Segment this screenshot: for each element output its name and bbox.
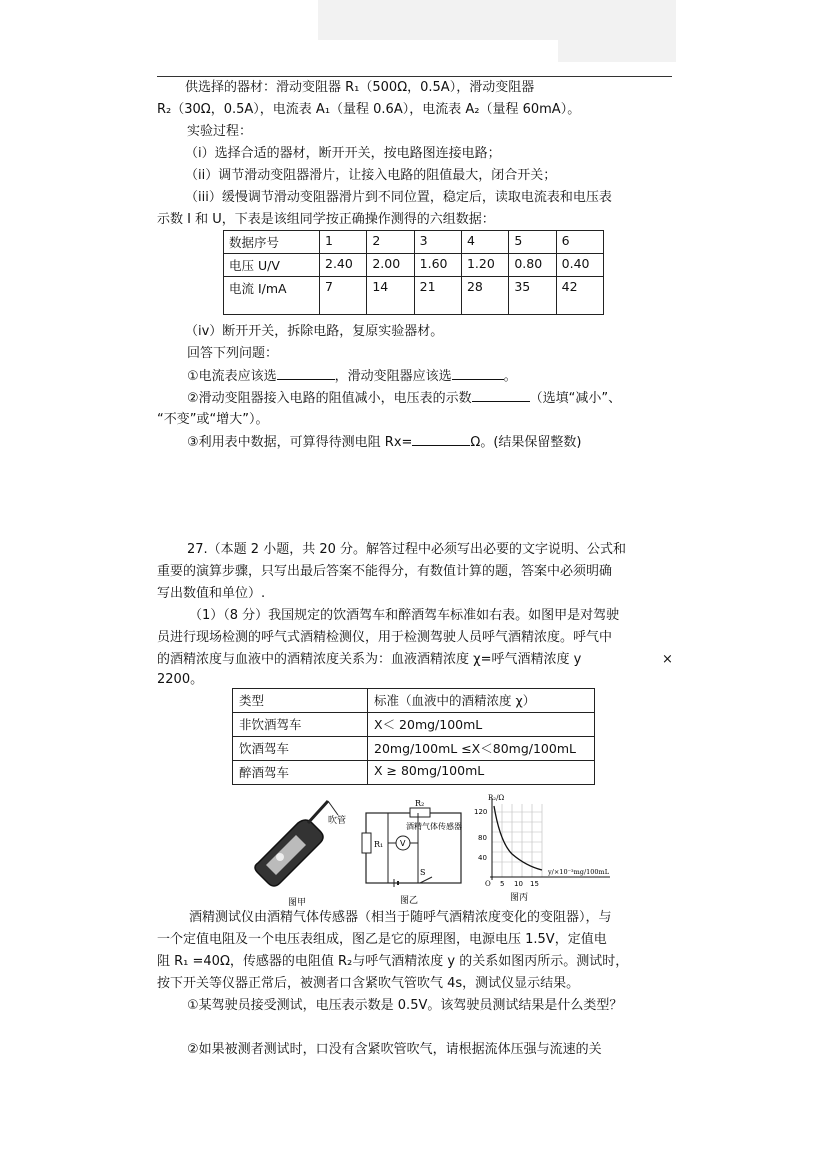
answer-blank[interactable] — [472, 389, 530, 402]
q1-text-c: 。 — [503, 369, 517, 384]
table-cell: 数据序号 — [224, 231, 320, 254]
table-cell: 电压 U/V — [224, 254, 320, 277]
table-cell: 3 — [414, 231, 461, 254]
q2-text-a: ②滑动变阻器接入电路的阻值减小，电压表的示数 — [187, 391, 472, 406]
graph-grid — [492, 804, 542, 877]
table-cell: 5 — [509, 231, 556, 254]
table-cell: 4 — [461, 231, 508, 254]
fig-b-caption: 图乙 — [400, 896, 419, 906]
resistor-r1 — [362, 833, 371, 853]
table-row-header — [224, 231, 604, 254]
table-cell: 2.40 — [320, 254, 367, 277]
table-row — [233, 737, 595, 761]
equipment-line-2: R₂（30Ω，0.5A），电流表 A₁（量程 0.6A），电流表 A₂（量程 60mA）。 — [157, 102, 581, 117]
table-row-voltage — [224, 254, 604, 277]
switch-icon — [420, 877, 432, 883]
table-cell: 电流 I/mA — [224, 277, 320, 315]
q3-text-b: Ω。(结果保留整数) — [470, 435, 582, 450]
question-2 — [187, 389, 621, 408]
figure-c-graph — [470, 792, 620, 908]
table-row-header — [233, 689, 595, 713]
figure-b-circuit — [358, 795, 468, 907]
table-cell: 14 — [367, 277, 414, 315]
q3-text-a: ③利用表中数据，可算得待测电阻 Rx= — [187, 435, 413, 450]
fig-b-r1: R₁ — [374, 840, 384, 849]
table-cell: 醉酒驾车 — [233, 761, 368, 785]
process-title: 实验过程： — [187, 124, 253, 139]
table-cell: 1 — [320, 231, 367, 254]
fig-b-r2: R₂ — [415, 799, 425, 808]
table-cell: 2 — [367, 231, 414, 254]
q27-sub1-line-2: 员进行现场检测的呼气式酒精检测仪，用于检测驾驶人员呼气酒精浓度。呼气中 — [157, 630, 613, 645]
table-cell: 2.00 — [367, 254, 414, 277]
x-tick: 5 — [500, 880, 505, 888]
sub-question-1: ①某驾驶员接受测试，电压表示数是 0.5V。该驾驶员测试结果是什么类型？ — [187, 998, 623, 1013]
fig-c-xlabel: y/×10⁻³mg/100mL — [548, 868, 610, 876]
scan-shadow-right — [558, 40, 676, 62]
table-cell: 标准（血液中的酒精浓度 χ） — [368, 689, 595, 713]
q1-text-a: ①电流表应该选 — [187, 369, 277, 384]
fig-c-ylabel: R₂/Ω — [488, 794, 505, 802]
resistance-curve — [494, 806, 542, 870]
sub-question-2: ②如果被测者测试时，口没有含紧吹管吹气，请根据流体压强与流速的关 — [187, 1042, 602, 1057]
q2-text-b: （选填“减小”、 — [529, 391, 622, 406]
fig-b-s: S — [420, 868, 426, 877]
table-row — [233, 761, 595, 785]
q27-sub1-line-3: 的酒精浓度与血液中的酒精浓度关系为：血液酒精浓度 χ=呼气酒精浓度 y — [157, 652, 582, 667]
sensor-line-4: 按下开关等仪器正常后，被测者口含紧吹气管吹气 4s，测试仪显示结果。 — [157, 976, 580, 991]
q27-line-1: 27.（本题 2 小题，共 20 分。解答过程中必须写出必要的文字说明、公式和 — [187, 542, 627, 557]
fig-b-v: V — [400, 839, 406, 848]
header-rule — [157, 76, 672, 77]
breathalyzer-device-icon — [255, 801, 338, 886]
question-2-cont: “不变”或“增大”）。 — [157, 412, 269, 427]
table-row-current — [224, 277, 604, 315]
table-cell: 1.20 — [461, 254, 508, 277]
fig-a-caption: 图甲 — [288, 898, 307, 908]
table-cell: 20mg/100mL ≤X＜80mg/100mL — [368, 737, 595, 761]
table-cell: X＜ 20mg/100mL — [368, 713, 595, 737]
y-tick: 120 — [474, 808, 488, 816]
table-cell: 28 — [461, 277, 508, 315]
y-tick: 40 — [478, 854, 487, 862]
fig-a-label: 吹管 — [328, 816, 347, 826]
answer-blank[interactable] — [452, 367, 504, 380]
table-cell: X ≥ 80mg/100mL — [368, 761, 595, 785]
answer-prompt: 回答下列问题： — [187, 346, 279, 361]
table-row — [233, 713, 595, 737]
q27-line-3: 写出数值和单位）. — [157, 586, 266, 601]
step-iv: （iv）断开开关，拆除电路，复原实验器材。 — [185, 324, 444, 339]
answer-blank[interactable] — [277, 367, 335, 380]
sensor-line-1: 酒精测试仪由酒精气体传感器（相当于随呼气酒精浓度变化的变阻器），与 — [189, 910, 612, 925]
table-cell: 非饮酒驾车 — [233, 713, 368, 737]
q1-text-b: ，滑动变阻器应该选 — [334, 369, 452, 384]
answer-blank[interactable] — [412, 433, 470, 446]
resistor-r2 — [410, 808, 430, 817]
step-iii-line-2: 示数 I 和 U，下表是该组同学按正确操作测得的六组数据： — [157, 212, 495, 227]
q27-sub1-line-1: （1）（8 分）我国规定的饮酒驾车和醉酒驾车标准如右表。如图甲是对驾驶 — [189, 608, 620, 623]
q27-line-2: 重要的演算步骤，只写出最后答案不能得分，有数值计算的题，答案中必须明确 — [157, 564, 613, 579]
step-ii: （ii）调节滑动变阻器滑片，让接入电路的阻值最大，闭合开关； — [185, 168, 557, 183]
q27-sub1-line-4: 2200。 — [157, 672, 204, 687]
table-cell: 类型 — [233, 689, 368, 713]
data-table — [223, 230, 604, 315]
table-cell: 6 — [556, 231, 603, 254]
times-sign: × — [662, 652, 673, 667]
fig-b-sensor: 酒精气体传感器 — [406, 822, 462, 831]
fig-c-caption: 图丙 — [510, 893, 529, 903]
x-tick: O — [485, 880, 491, 888]
sensor-line-3: 阻 R₁ =40Ω，传感器的电阻值 R₂与呼气酒精浓度 y 的关系如图丙所示。测试时， — [157, 954, 629, 969]
scan-shadow-top — [318, 0, 676, 40]
question-1 — [187, 367, 517, 386]
table-cell: 35 — [509, 277, 556, 315]
question-3 — [187, 433, 581, 452]
x-tick: 15 — [530, 880, 539, 888]
x-tick: 10 — [514, 880, 523, 888]
table-cell: 21 — [414, 277, 461, 315]
table-cell: 0.40 — [556, 254, 603, 277]
step-iii-line-1: （iii）缓慢调节滑动变阻器滑片到不同位置，稳定后，读取电流表和电压表 — [185, 190, 612, 205]
table-cell: 0.80 — [509, 254, 556, 277]
y-tick: 80 — [478, 834, 487, 842]
standards-table — [232, 688, 595, 785]
table-cell: 1.60 — [414, 254, 461, 277]
step-i: （i）选择合适的器材，断开开关，按电路图连接电路； — [185, 146, 501, 161]
sensor-line-2: 一个定值电阻及一个电压表组成，图乙是它的原理图，电源电压 1.5V，定值电 — [157, 932, 607, 947]
table-cell: 饮酒驾车 — [233, 737, 368, 761]
table-cell: 42 — [556, 277, 603, 315]
table-cell: 7 — [320, 277, 367, 315]
equipment-line-1: 供选择的器材：滑动变阻器 R₁（500Ω，0.5A），滑动变阻器 — [185, 80, 535, 95]
figure-a-breathalyzer — [240, 793, 360, 908]
